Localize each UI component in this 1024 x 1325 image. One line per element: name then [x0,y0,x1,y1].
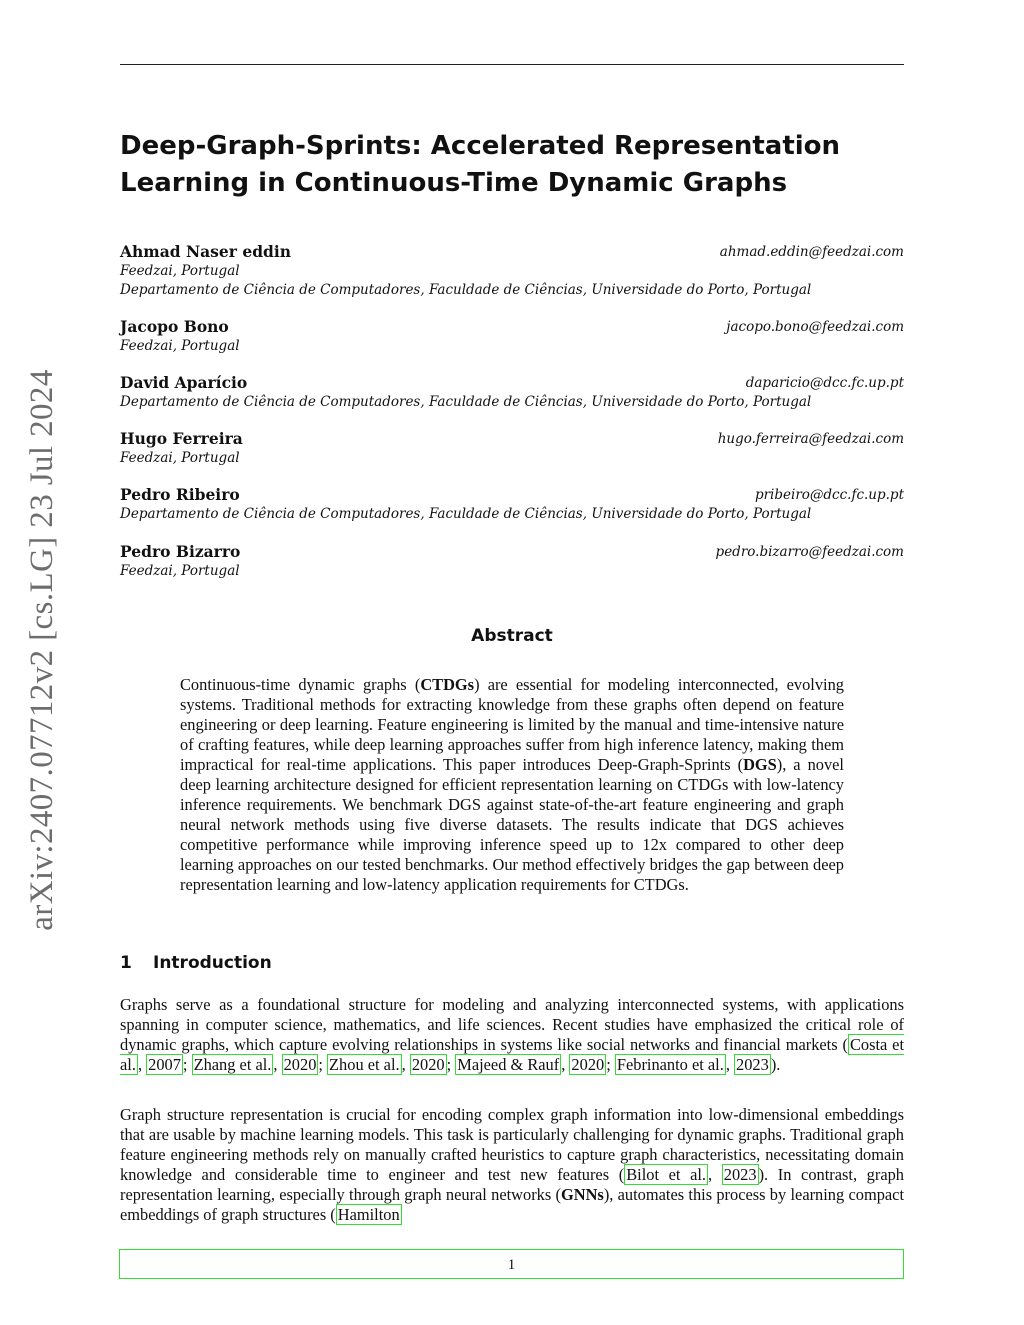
author-name: Jacopo Bono [120,317,229,336]
author-block [120,373,904,412]
citation-link[interactable]: Hamilton [337,1205,400,1224]
citation-link[interactable]: Costa et al. [120,1035,905,1074]
citation-link[interactable]: Bilot et al. [626,1165,707,1184]
citation-link[interactable]: Febrinanto et al. [616,1055,724,1074]
citation-link[interactable]: 2020 [411,1055,445,1074]
author-block [120,317,904,356]
author-affiliation: Feedzai, Portugal [120,338,240,354]
header-rule [120,64,904,65]
citation-link[interactable]: 2020 [283,1055,317,1074]
intro-paragraph: Graphs serve as a foundational structure for modeling and analyzing interconnected systems, with applications spanning in computer science, mathematics, and life sciences. Recent studies have emphasized the critical role of dynamic graphs, which capture evolving relationships in systems like social networks and financial markets ( Costa et al. , 2007 ; Zhang et al. , 2020 ; Zhou et al. , 2020 ; Majeed & Rauf , 2020 ; Febrinanto et al. , 2023 ). [120,995,905,1074]
author-email[interactable]: jacopo.bono@feedzai.com [726,319,904,335]
citation-link[interactable]: Zhang et al. [193,1055,272,1074]
author-block [120,485,904,524]
author-email[interactable]: ahmad.eddin@feedzai.com [719,244,904,260]
author-email[interactable]: pribeiro@dcc.fc.up.pt [754,487,904,503]
author-name: Pedro Ribeiro [120,485,240,504]
author-affiliation: Feedzai, Portugal [120,450,240,466]
author-email[interactable]: pedro.bizarro@feedzai.com [715,544,904,560]
author-block [120,242,904,300]
abstract-heading: Abstract [471,626,553,646]
author-affiliation: Departamento de Ciência de Computadores, Faculdade de Ciências, Universidade do Porto, Portugal [120,394,812,410]
author-email[interactable]: daparicio@dcc.fc.up.pt [745,375,904,391]
author-email[interactable]: hugo.ferreira@feedzai.com [717,431,904,447]
abstract-body: Continuous-time dynamic graphs (CTDGs) are essential for modeling interconnected, evolving systems. Traditional methods for extracting knowledge from these graphs often depend on feature engineering or deep learning. Feature engineering is limited by the manual and time-intensive nature of crafting features, while deep learning approaches suffer from high inference latency, making them impractical for real-time applications. This paper introduces Deep-Graph-Sprints (DGS), a novel deep learning architecture designed for efficient representation learning on CTDGs with low-latency inference requirements. We benchmark DGS against state-of-the-art feature engineering and graph neural network methods using five diverse datasets. The results indicate that DGS achieves competitive performance while improving inference speed up to 12x compared to other deep learning approaches on our tested benchmarks. Our method effectively bridges the gap between deep representation learning and low-latency application requirements for CTDGs. [180,675,844,894]
author-name: David Aparício [120,373,248,392]
intro-paragraph: Graph structure representation is crucial for encoding complex graph information into low-dimensional embeddings that are usable by machine learning models. This task is particularly challenging for dynamic graphs. Traditional graph feature engineering methods rely on manually crafted heuristics to capture graph characteristics, necessitating domain knowledge and considerable time to engineer and test new features ( Bilot et al. , 2023 ). In contrast, graph representation learning, especially through graph neural networks (GNNs), automates this process by learning compact embeddings of graph structures ( Hamilton [120,1105,904,1224]
bold-term: DGS [743,755,777,774]
author-name: Pedro Bizarro [120,542,241,561]
citation-link[interactable]: Zhou et al. [329,1055,400,1074]
section-heading-introduction [120,953,272,973]
author-affiliation: Feedzai, Portugal [120,263,240,279]
author-affiliation: Departamento de Ciência de Computadores, Faculdade de Ciências, Universidade do Porto, Portugal [120,506,812,522]
citation-link[interactable]: 2020 [571,1055,605,1074]
author-name: Ahmad Naser eddin [120,242,292,261]
section-number: 1 [120,953,132,973]
section-title: Introduction [153,953,272,973]
author-name: Hugo Ferreira [120,429,243,448]
author-affiliation: Departamento de Ciência de Computadores, Faculdade de Ciências, Universidade do Porto, Portugal [120,282,812,298]
author-affiliation: Feedzai, Portugal [120,563,240,579]
arxiv-identifier[interactable]: arXiv:2407.07712v2 [cs.LG] 23 Jul 2024 [24,369,60,931]
citation-link[interactable]: 2023 [723,1165,757,1184]
page-footer [119,1249,904,1279]
bold-term: GNNs [561,1185,604,1204]
author-block [120,429,904,468]
page-number: 1 [507,1257,516,1273]
citation-link[interactable]: 2023 [736,1055,769,1074]
bold-term: CTDGs [420,675,475,694]
paper-title: Deep-Graph-Sprints: Accelerated Representation Learning in Continuous-Time Dynamic Graphs [120,131,841,198]
author-block [120,542,904,581]
citation-link[interactable]: Majeed & Rauf [457,1055,560,1074]
citation-link[interactable]: 2007 [148,1055,181,1074]
